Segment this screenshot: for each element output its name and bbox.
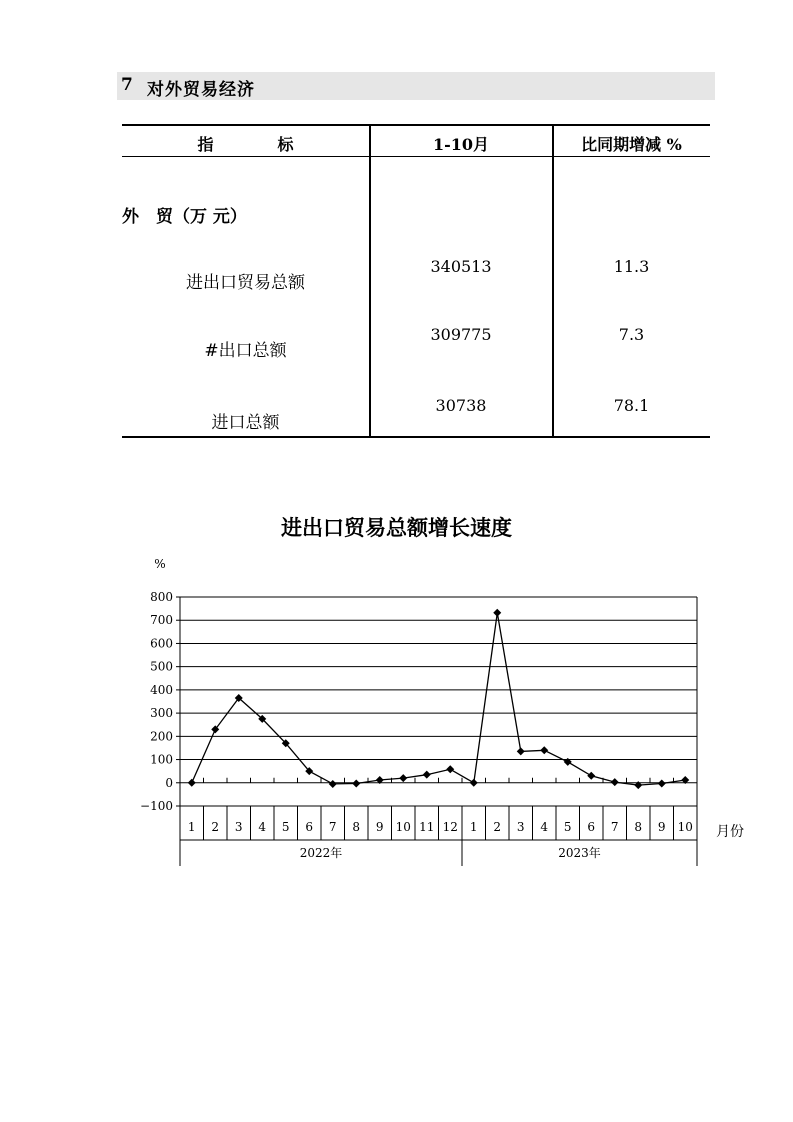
x-tick-label: 1 xyxy=(469,820,478,834)
section-number: 7 xyxy=(121,75,133,95)
y-axis-label: % xyxy=(154,557,166,571)
x-tick-label: 4 xyxy=(540,820,549,834)
chart-title: 进出口贸易总额增长速度 xyxy=(281,515,512,540)
growth-line-chart xyxy=(0,540,793,880)
y-tick-label: 500 xyxy=(150,659,173,674)
table-divider-2 xyxy=(552,124,554,438)
x-tick-label: 7 xyxy=(328,820,337,834)
table-top-rule xyxy=(122,124,710,126)
row-change: 11.3 xyxy=(613,257,650,276)
y-tick-label: −100 xyxy=(140,799,173,813)
data-point xyxy=(517,747,525,755)
x-tick-label: 3 xyxy=(234,820,243,834)
y-tick-label: 800 xyxy=(150,590,173,604)
row-value: 309775 xyxy=(430,325,492,344)
year-label: 2023年 xyxy=(558,846,601,860)
x-tick-label: 9 xyxy=(657,820,666,834)
y-tick-label: 600 xyxy=(150,636,173,651)
table-bottom-rule xyxy=(122,436,710,438)
x-tick-label: 5 xyxy=(281,820,290,834)
x-tick-label: 2 xyxy=(493,820,502,834)
x-tick-label: 12 xyxy=(442,820,458,834)
header-period: 1-10月 xyxy=(432,135,490,154)
x-tick-label: 5 xyxy=(563,820,572,834)
x-tick-label: 10 xyxy=(677,820,693,834)
x-tick-label: 11 xyxy=(419,820,435,834)
data-point xyxy=(470,779,478,787)
x-tick-label: 1 xyxy=(187,820,196,834)
row-label: 进出口贸易总额 xyxy=(186,273,305,293)
x-axis-label: 月份 xyxy=(716,824,744,840)
x-tick-label: 10 xyxy=(395,820,411,834)
group-label: 外 贸（万 元） xyxy=(122,207,247,227)
trade-table xyxy=(122,124,710,438)
x-tick-label: 6 xyxy=(587,820,596,834)
x-tick-label: 2 xyxy=(211,820,220,834)
header-indicator: 指 标 xyxy=(197,135,294,154)
data-point xyxy=(587,772,595,780)
row-label: #出口总额 xyxy=(204,341,287,361)
row-value: 30738 xyxy=(435,396,487,415)
y-tick-label: 200 xyxy=(150,729,173,744)
x-tick-label: 6 xyxy=(305,820,314,834)
y-tick-label: 0 xyxy=(165,775,173,790)
x-tick-label: 4 xyxy=(258,820,267,834)
section-title: 对外贸易经济 xyxy=(147,80,255,100)
y-tick-label: 300 xyxy=(150,706,173,721)
row-change: 7.3 xyxy=(618,325,645,344)
y-tick-label: 700 xyxy=(150,613,173,628)
y-tick-label: 100 xyxy=(150,752,173,767)
table-divider-1 xyxy=(369,124,371,438)
data-point xyxy=(611,778,619,786)
data-point xyxy=(658,779,666,787)
year-label: 2022年 xyxy=(299,846,343,860)
x-tick-label: 3 xyxy=(516,820,525,834)
data-point xyxy=(540,746,548,754)
x-tick-label: 9 xyxy=(375,820,384,834)
x-tick-label: 7 xyxy=(610,820,619,834)
data-point xyxy=(352,779,360,787)
table-header-rule xyxy=(122,156,710,157)
section-header xyxy=(117,72,715,100)
x-tick-label: 8 xyxy=(634,820,643,834)
data-point xyxy=(188,779,196,787)
y-tick-label: 400 xyxy=(150,682,173,697)
data-point xyxy=(446,765,454,773)
data-point xyxy=(329,780,337,788)
row-change: 78.1 xyxy=(613,396,650,415)
data-point xyxy=(493,609,501,617)
row-label: 进口总额 xyxy=(211,413,280,433)
data-point xyxy=(423,771,431,779)
data-point xyxy=(399,774,407,782)
row-value: 340513 xyxy=(430,257,492,276)
x-tick-label: 8 xyxy=(352,820,361,834)
header-change: 比同期增减 % xyxy=(581,135,682,154)
